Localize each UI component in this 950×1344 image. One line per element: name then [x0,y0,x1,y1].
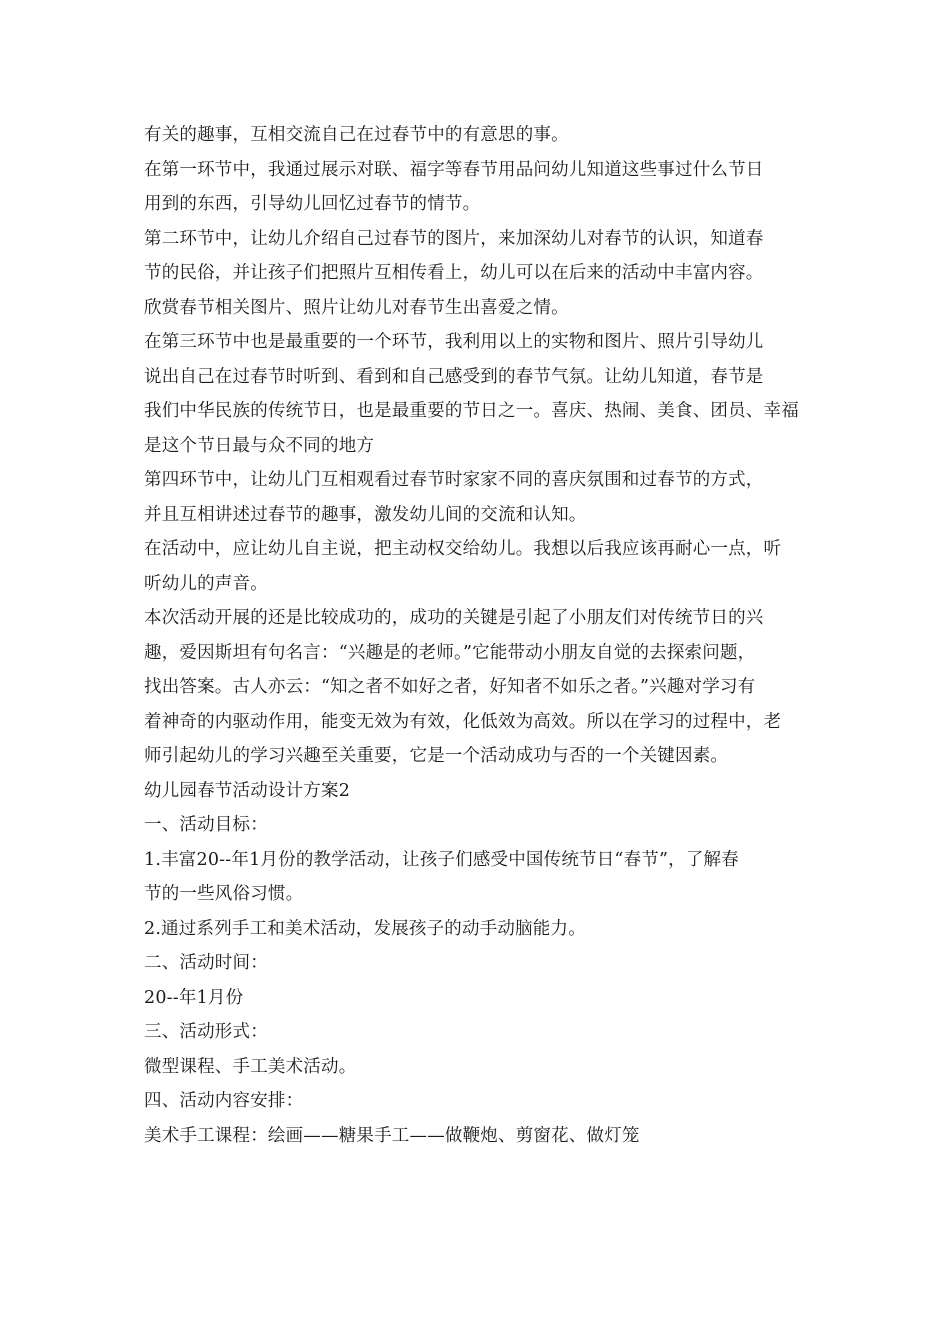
text-line: 美术手工课程：绘画——糖果手工——做鞭炮、剪窗花、做灯笼 [144,1125,640,1146]
text-line: 听幼儿的声音。 [144,573,268,594]
subheading [144,1015,808,1050]
text-line: 一、活动目标： [144,815,268,835]
text-line: 在活动中，应让幼儿自主说，把主动权交给幼儿。我想以后我应该再耐心一点，听 [144,539,782,559]
text-line: 第二环节中，让幼儿介绍自己过春节的图片，来加深幼儿对春节的认识，知道春 [144,228,764,249]
text-line: 1.丰富20--年1月份的教学活动，让孩子们感受中国传统节日“春节”，了解春 [144,849,739,870]
document-body [144,118,808,1153]
list-item [144,843,808,912]
text-line: 找出答案。古人亦云：“知之者不如好之者，好知者不如乐之者。”兴趣对学习有 [144,677,756,697]
text-line: 着神奇的内驱动作用，能变无效为有效，化低效为高效。所以在学习的过程中，老 [144,711,782,732]
text-line: 并且互相讲述过春节的趣事，激发幼儿间的交流和认知。 [144,504,587,525]
text-line: 节的一些风俗习惯。 [144,884,304,904]
paragraph [144,222,808,291]
paragraph [144,601,808,774]
list-item [144,912,808,947]
text-line: 四、活动内容安排： [144,1091,304,1111]
paragraph [144,1050,808,1085]
subheading [144,808,808,843]
text-line: 2.通过系列手工和美术活动，发展孩子的动手动脑能力。 [144,918,586,939]
text-line: 节的民俗，并让孩子们把照片互相传看上，幼儿可以在后来的活动中丰富内容。 [144,263,764,283]
paragraph [144,981,808,1016]
text-line: 微型课程、手工美术活动。 [144,1056,357,1077]
text-line: 二、活动时间： [144,953,268,973]
text-line: 趣，爱因斯坦有句名言：“兴趣是的老师。”它能带动小朋友自觉的去探索问题， [144,642,756,663]
text-line: 说出自己在过春节时听到、看到和自己感受到的春节气氛。让幼儿知道，春节是 [144,366,764,387]
paragraph [144,153,808,222]
text-line: 欣赏春节相关图片、照片让幼儿对春节生出喜爱之情。 [144,297,569,318]
text-line: 在第一环节中，我通过展示对联、福字等春节用品问幼儿知道这些事过什么节日 [144,159,764,180]
subheading [144,946,808,981]
text-line: 是这个节日最与众不同的地方 [144,435,375,456]
text-line: 幼儿园春节活动设计方案2 [144,780,351,801]
subheading [144,1084,808,1119]
paragraph [144,325,808,463]
text-line: 有关的趣事，互相交流自己在过春节中的有意思的事。 [144,125,569,145]
text-line: 第四环节中，让幼儿门互相观看过春节时家家不同的喜庆氛围和过春节的方式， [144,470,764,490]
text-line: 我们中华民族的传统节日，也是最重要的节日之一。喜庆、热闹、美食、团员、幸福 [144,401,799,421]
text-line: 三、活动形式： [144,1022,268,1042]
paragraph [144,463,808,532]
paragraph [144,1119,808,1154]
text-line: 师引起幼儿的学习兴趣至关重要，它是一个活动成功与否的一个关键因素。 [144,746,729,766]
text-line: 用到的东西，引导幼儿回忆过春节的情节。 [144,194,481,214]
text-line: 本次活动开展的还是比较成功的，成功的关键是引起了小朋友们对传统节日的兴 [144,608,764,628]
text-line: 在第三环节中也是最重要的一个环节，我利用以上的实物和图片、照片引导幼儿 [144,332,764,352]
paragraph [144,118,808,153]
paragraph [144,532,808,601]
section-heading [144,774,808,809]
paragraph [144,291,808,326]
text-line: 20--年1月份 [144,987,244,1008]
